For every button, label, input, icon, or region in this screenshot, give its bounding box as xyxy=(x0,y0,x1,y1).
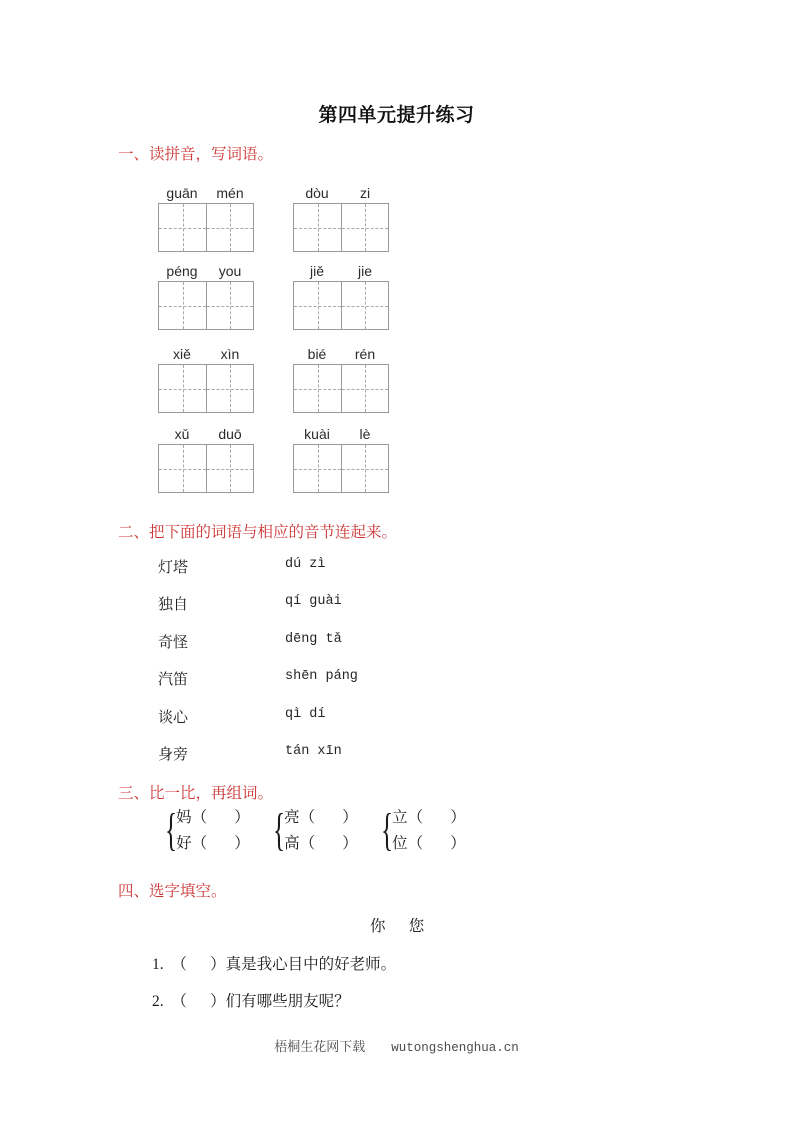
word-formation-line[interactable]: 立（ ） xyxy=(392,809,466,826)
brace-lines xyxy=(176,805,250,857)
tianzige-cell[interactable] xyxy=(341,365,388,412)
tianzige-cell[interactable] xyxy=(159,445,206,492)
matching-word[interactable]: 谈心 xyxy=(158,710,189,726)
matching-pinyin[interactable]: dēng tǎ xyxy=(285,632,342,647)
pinyin-syllable: kuài xyxy=(304,426,330,442)
tianzige-cell[interactable] xyxy=(206,204,253,251)
matching-pinyin[interactable]: qí guài xyxy=(285,594,342,609)
brace-icon: { xyxy=(272,804,286,855)
pinyin-grid-item xyxy=(293,425,389,493)
pinyin-syllable: you xyxy=(218,263,242,279)
brace-group xyxy=(160,805,250,857)
matching-row xyxy=(158,706,488,728)
pinyin-syllable: lè xyxy=(359,426,371,442)
matching-pinyin[interactable]: shēn páng xyxy=(285,669,358,684)
tianzige-cell[interactable] xyxy=(341,282,388,329)
footer-url: wutongshenghua.cn xyxy=(391,1041,519,1055)
pinyin-syllable: péng xyxy=(166,263,198,279)
matching-row xyxy=(158,668,488,690)
word-formation-line[interactable]: 亮（ ） xyxy=(284,809,358,826)
pinyin-syllable: duō xyxy=(218,426,242,442)
pinyin-grid-item xyxy=(158,262,254,330)
character-choices: 你 您 xyxy=(370,918,425,935)
tianzige-grid[interactable] xyxy=(158,444,254,493)
fill-in-sentence[interactable]: 1. （ ）真是我心目中的好老师。 xyxy=(152,956,397,973)
pinyin-syllable: xiě xyxy=(173,346,191,362)
tianzige-grid[interactable] xyxy=(158,203,254,252)
pinyin-grid-item xyxy=(158,184,254,252)
matching-pinyin[interactable]: qì dí xyxy=(285,707,326,722)
pinyin-label xyxy=(158,184,254,203)
matching-row xyxy=(158,593,488,615)
tianzige-cell[interactable] xyxy=(294,282,341,329)
pinyin-label xyxy=(158,345,254,364)
tianzige-cell[interactable] xyxy=(294,445,341,492)
tianzige-cell[interactable] xyxy=(341,445,388,492)
tianzige-cell[interactable] xyxy=(294,365,341,412)
footer xyxy=(0,1036,793,1056)
tianzige-cell[interactable] xyxy=(341,204,388,251)
matching-word[interactable]: 身旁 xyxy=(158,747,189,763)
section-heading-2: 二、把下面的词语与相应的音节连起来。 xyxy=(118,524,398,541)
word-formation-line[interactable]: 妈（ ） xyxy=(176,809,250,826)
brace-lines xyxy=(392,805,466,857)
pinyin-syllable: zi xyxy=(359,185,371,201)
brace-icon: { xyxy=(164,804,178,855)
tianzige-cell[interactable] xyxy=(294,204,341,251)
tianzige-grid[interactable] xyxy=(293,444,389,493)
pinyin-label xyxy=(158,425,254,444)
tianzige-cell[interactable] xyxy=(206,365,253,412)
tianzige-cell[interactable] xyxy=(159,204,206,251)
tianzige-grid[interactable] xyxy=(293,281,389,330)
matching-row xyxy=(158,743,488,765)
pinyin-syllable: jiě xyxy=(309,263,324,279)
matching-pinyin[interactable]: tán xīn xyxy=(285,744,342,759)
pinyin-syllable: rén xyxy=(354,346,376,362)
pinyin-label xyxy=(293,262,389,281)
brace-icon: { xyxy=(380,804,394,855)
matching-word[interactable]: 独自 xyxy=(158,597,189,613)
matching-row xyxy=(158,556,488,578)
fill-in-sentence[interactable]: 2. （ ）们有哪些朋友呢？ xyxy=(152,993,350,1010)
word-formation-line[interactable]: 高（ ） xyxy=(284,835,358,852)
tianzige-cell[interactable] xyxy=(206,445,253,492)
matching-row xyxy=(158,631,488,653)
footer-site-name: 梧桐生花网下载 xyxy=(274,1039,366,1054)
tianzige-cell[interactable] xyxy=(159,365,206,412)
section-heading-3: 三、比一比，再组词。 xyxy=(118,785,274,802)
tianzige-grid[interactable] xyxy=(158,281,254,330)
tianzige-grid[interactable] xyxy=(293,364,389,413)
word-formation-line[interactable]: 好（ ） xyxy=(176,835,250,852)
page-title: 第四单元提升练习 xyxy=(318,105,475,126)
pinyin-label xyxy=(293,425,389,444)
pinyin-syllable: guān xyxy=(166,185,198,201)
pinyin-label xyxy=(158,262,254,281)
pinyin-syllable: jie xyxy=(357,263,372,279)
pinyin-grid-item xyxy=(293,262,389,330)
word-formation-line[interactable]: 位（ ） xyxy=(392,835,466,852)
matching-word[interactable]: 汽笛 xyxy=(158,672,189,688)
brace-lines xyxy=(284,805,358,857)
pinyin-syllable: dòu xyxy=(305,185,329,201)
matching-word[interactable]: 灯塔 xyxy=(158,560,189,576)
brace-group xyxy=(268,805,358,857)
pinyin-grid-item xyxy=(293,345,389,413)
pinyin-label xyxy=(293,345,389,364)
tianzige-grid[interactable] xyxy=(158,364,254,413)
pinyin-grid-item xyxy=(158,345,254,413)
matching-word[interactable]: 奇怪 xyxy=(158,635,189,651)
section-heading-4: 四、选字填空。 xyxy=(118,883,227,900)
pinyin-grid-item xyxy=(293,184,389,252)
tianzige-cell[interactable] xyxy=(159,282,206,329)
tianzige-cell[interactable] xyxy=(206,282,253,329)
tianzige-grid[interactable] xyxy=(293,203,389,252)
matching-pinyin[interactable]: dú zì xyxy=(285,557,326,572)
pinyin-syllable: mén xyxy=(216,185,244,201)
pinyin-syllable: xìn xyxy=(220,346,240,362)
pinyin-grid-item xyxy=(158,425,254,493)
pinyin-label xyxy=(293,184,389,203)
pinyin-syllable: xǔ xyxy=(174,426,190,442)
section-heading-1: 一、读拼音，写词语。 xyxy=(118,146,274,163)
pinyin-syllable: bié xyxy=(307,346,327,362)
brace-group xyxy=(376,805,466,857)
